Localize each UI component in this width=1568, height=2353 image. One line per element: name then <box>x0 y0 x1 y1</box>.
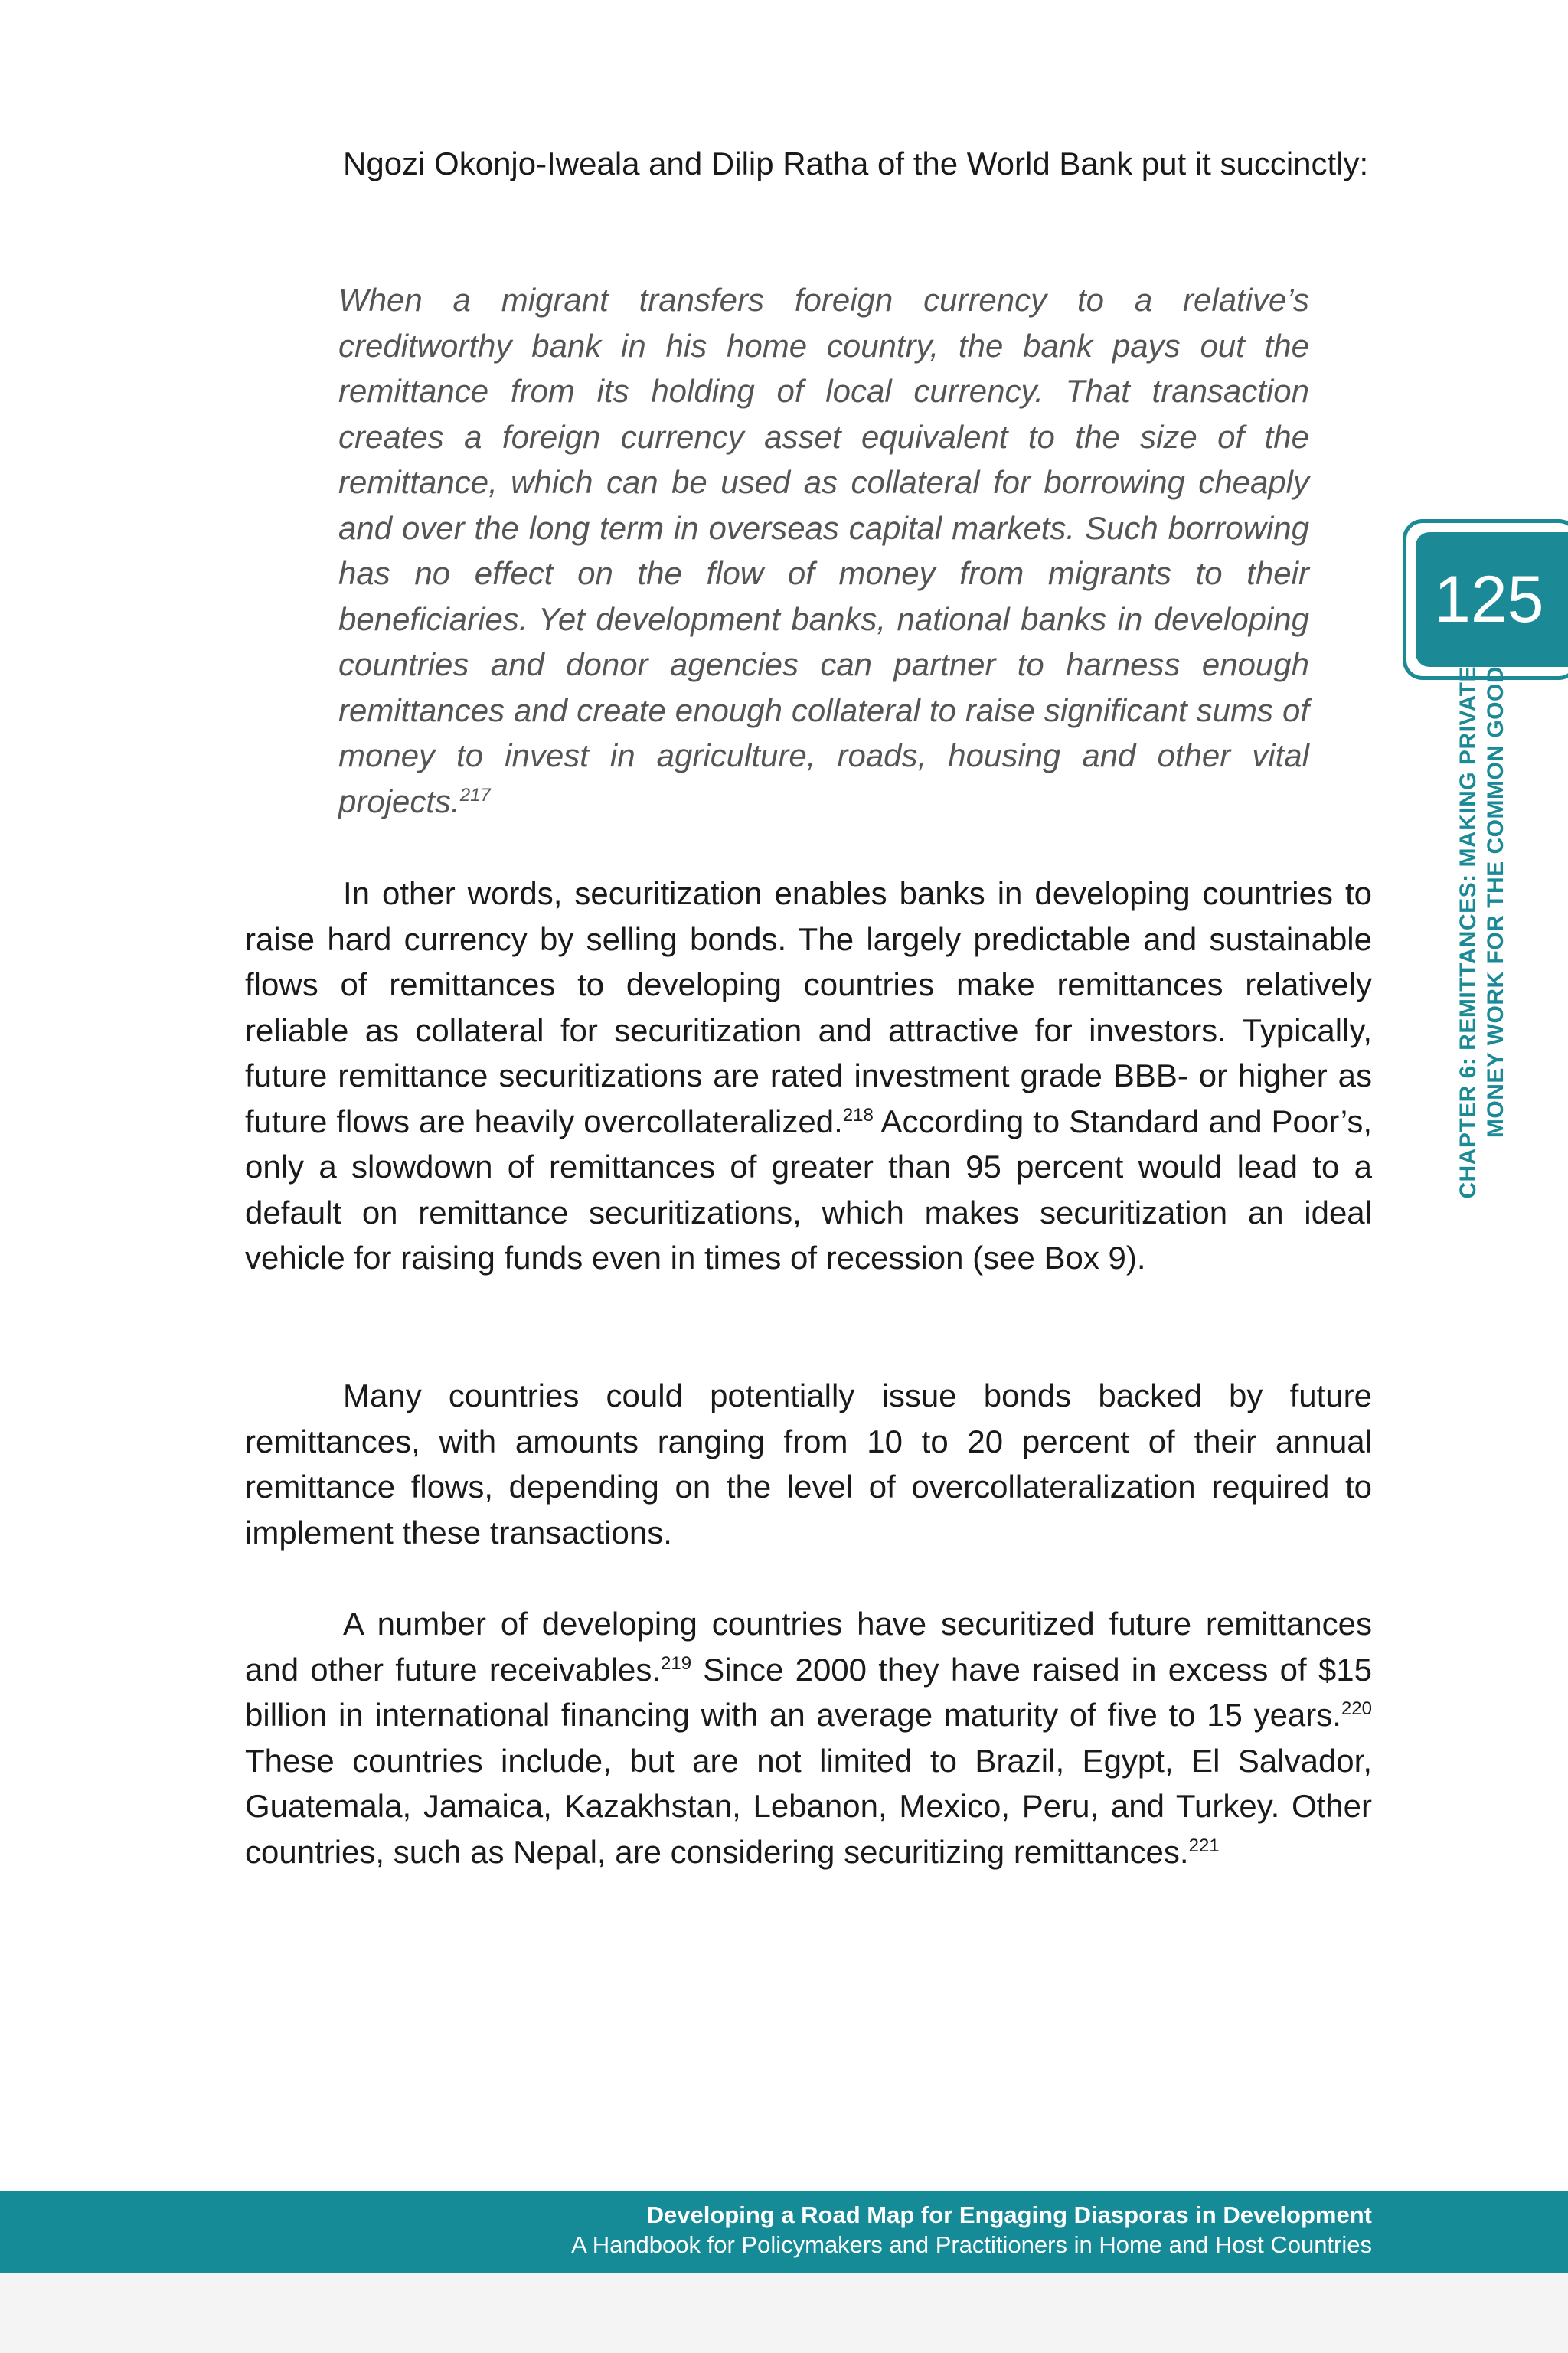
paragraph-securitization <box>245 871 1372 1281</box>
paragraph-1-text-a: In other words, securitization enables banks in developing countries to raise hard currency by selling bonds. The largely predictable and sustainable flows of remittances to developing countries make remittances relatively reliable as collateral for securitization and attractive for investors. Typically, future remittance securitizations are rated investment grade BBB- or higher as future flows are heavily overcollateralized. <box>245 875 1372 1139</box>
quote-text: When a migrant transfers foreign currency to a relative’s creditworthy bank in his home country, the bank pays out the remittance from its holding of local currency. That transaction creates a foreign currency asset equivalent to the size of the remittance, which can be used as collateral for borrowing cheaply and over the long term in overseas capital markets. Such borrowing has no effect on the flow of money from migrants to their beneficiaries. Yet development banks, national banks in developing countries and donor agencies can partner to harness enough remittances and create enough collateral to raise significant sums of money to invest in agriculture, roads, housing and other vital projects. <box>338 282 1309 819</box>
paragraph-3-text-a: A number of developing countries have securitized future remittances and other future receivables. <box>245 1606 1372 1688</box>
footnote-ref-220: 220 <box>1341 1698 1372 1719</box>
page-number: 125 <box>1416 532 1568 667</box>
chapter-side-heading <box>1455 666 1510 1217</box>
paragraph-bonds <box>245 1373 1372 1555</box>
chapter-heading-line-1: CHAPTER 6: REMITTANCES: MAKING PRIVATE <box>1455 666 1481 1199</box>
footer-bottom-strip <box>0 2273 1568 2353</box>
footer-title: Developing a Road Map for Engaging Diasporas in Development <box>646 2201 1372 2228</box>
footnote-ref-217: 217 <box>459 784 491 806</box>
paragraph-countries <box>245 1601 1372 1874</box>
footnote-ref-219: 219 <box>661 1652 692 1674</box>
footnote-ref-221: 221 <box>1188 1835 1220 1856</box>
paragraph-1-text-b: According to Standard and Poor’s, only a slowdown of remittances of greater than 95 percent would lead to a default on remittance securitizations, which makes securitization an ideal vehicle for raising funds even in times of recession (see Box 9). <box>245 1103 1372 1276</box>
paragraph-3-text-c: These countries include, but are not limited to Brazil, Egypt, El Salvador, Guatemala, Jamaica, Kazakhstan, Lebanon, Mexico, Peru, and Turkey. Other countries, such as Nepal, are considering securitizing remittances. <box>245 1742 1372 1870</box>
intro-text: Ngozi Okonjo-Iweala and Dilip Ratha of the World Bank put it succinctly: <box>343 145 1369 181</box>
block-quote <box>338 277 1309 824</box>
footer-subtitle: A Handbook for Policymakers and Practitioners in Home and Host Countries <box>571 2231 1372 2258</box>
paragraph-2-text: Many countries could potentially issue bonds backed by future remittances, with amounts ranging from 10 to 20 percent of their annual remittance flows, depending on the level of overcollateralization required to implement these transactions. <box>245 1377 1372 1551</box>
footer-band <box>0 2191 1568 2273</box>
page-number-tab <box>1403 519 1568 680</box>
chapter-heading-line-2: MONEY WORK FOR THE COMMON GOOD <box>1483 666 1508 1139</box>
intro-paragraph <box>245 141 1372 187</box>
paragraph-3-text-b: Since 2000 they have raised in excess of $15 billion in international financing with an average maturity of five to 15 years. <box>245 1651 1372 1733</box>
footnote-ref-218: 218 <box>842 1104 874 1126</box>
